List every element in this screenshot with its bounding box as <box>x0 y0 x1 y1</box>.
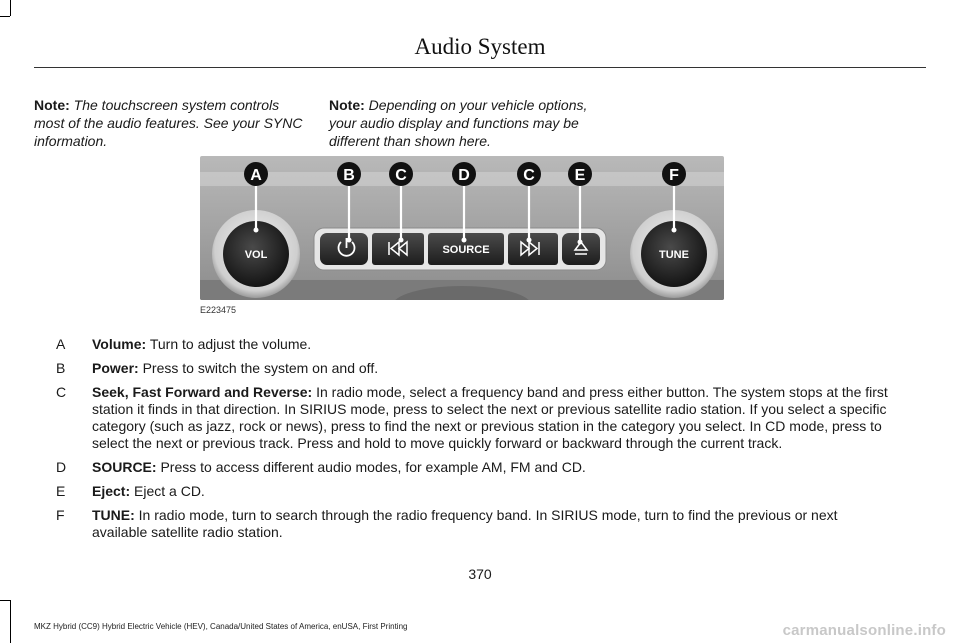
list-item <box>34 336 894 353</box>
item-term: Power: <box>92 360 139 376</box>
svg-text:F: F <box>669 167 679 184</box>
list-item <box>34 483 894 500</box>
header-divider <box>34 67 926 68</box>
callout-c <box>517 162 541 186</box>
source-button-label: SOURCE <box>442 244 490 256</box>
callout-d <box>452 162 476 186</box>
crop-mark <box>10 0 11 16</box>
svg-text:E: E <box>574 167 586 184</box>
audio-panel-illustration <box>200 156 724 300</box>
item-letter: B <box>56 360 66 376</box>
item-letter: A <box>56 336 66 352</box>
callout-b <box>337 162 361 186</box>
svg-text:A: A <box>250 167 262 184</box>
item-term: Seek, Fast Forward and Reverse: <box>92 384 313 400</box>
callout-legend <box>34 336 894 548</box>
item-text: Press to access different audio modes, for example AM, FM and CD. <box>160 459 586 475</box>
callout-c <box>389 162 413 186</box>
callout-e <box>568 162 592 186</box>
note-text: The touchscreen system controls most of the audio features. See your SYNC information. <box>34 97 303 149</box>
list-item <box>34 384 894 452</box>
watermark: carmanualsonline.info <box>782 622 946 639</box>
item-term: Eject: <box>92 483 131 499</box>
list-item <box>34 459 894 476</box>
item-text: Press to switch the system on and off. <box>142 360 379 376</box>
item-letter: C <box>56 384 67 400</box>
volume-knob-label: VOL <box>244 249 268 261</box>
item-term: SOURCE: <box>92 459 157 475</box>
power-button <box>320 233 368 265</box>
seek-reverse-button <box>372 233 424 265</box>
page-number: 370 <box>468 566 492 582</box>
item-text: Eject a CD. <box>134 483 205 499</box>
item-letter: D <box>56 459 67 475</box>
svg-text:C: C <box>395 167 407 184</box>
svg-text:B: B <box>343 167 355 184</box>
item-text: Turn to adjust the volume. <box>149 336 312 352</box>
note-text: Depending on your vehicle options, your audio display and functions may be different than shown here. <box>329 97 588 149</box>
item-term: TUNE: <box>92 507 135 523</box>
item-letter: F <box>56 507 65 523</box>
item-letter: E <box>56 483 66 499</box>
seek-forward-button <box>508 233 558 265</box>
crop-mark <box>10 600 11 643</box>
figure-code: E223475 <box>200 305 237 315</box>
crop-mark <box>0 16 10 17</box>
crop-mark <box>0 600 10 601</box>
note-touchscreen <box>34 96 312 150</box>
note-label: Note: <box>34 97 70 113</box>
callout-f <box>662 162 686 186</box>
item-text: In radio mode, select a frequency band and press either button. The system stops at the first station it finds in that direction. In SIRIUS mode, press to select the next or previous satellite radio station. If you select a specific category (such as jazz, rock or news), press to find the next or previous station in the category you select. In CD mode, press to select the next or previous track. Press and hold to move quickly forward or backward through the current track. <box>92 384 888 451</box>
svg-text:C: C <box>523 167 535 184</box>
note-vehicle-options <box>329 96 601 150</box>
list-item <box>34 507 894 541</box>
item-term: Volume: <box>92 336 147 352</box>
svg-text:D: D <box>458 167 470 184</box>
page-title: Audio System <box>414 34 546 59</box>
callout-a <box>244 162 268 186</box>
list-item <box>34 360 894 377</box>
footer-text: MKZ Hybrid (CC9) Hybrid Electric Vehicle (HEV), Canada/United States of America, enUSA, First Printing <box>34 622 408 631</box>
tune-knob-label: TUNE <box>659 249 689 261</box>
audio-panel-figure <box>200 156 724 300</box>
item-text: In radio mode, turn to search through the radio frequency band. In SIRIUS mode, turn to find the previous or next available satellite radio station. <box>92 507 838 540</box>
note-label: Note: <box>329 97 365 113</box>
